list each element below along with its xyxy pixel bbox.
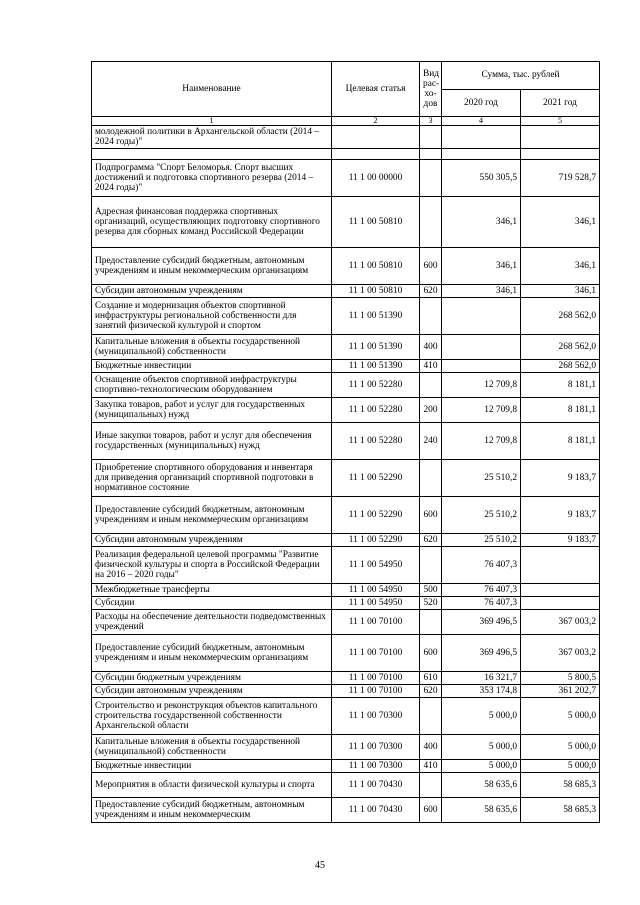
row-target-code: 11 1 00 52290 bbox=[332, 534, 420, 547]
header-vid: Вид рас-хо-дов bbox=[420, 62, 442, 117]
column-index: 1 bbox=[92, 117, 332, 126]
row-target-code: 11 1 00 52290 bbox=[332, 497, 420, 534]
row-name: Бюджетные инвестиции bbox=[92, 360, 332, 373]
table-row bbox=[92, 672, 600, 685]
row-amount-2021: 361 202,7 bbox=[521, 685, 600, 698]
row-name: Субсидии бюджетным учреждениям bbox=[92, 672, 332, 685]
row-amount-2021 bbox=[521, 597, 600, 610]
empty-cell bbox=[420, 149, 442, 160]
row-expense-type: 600 bbox=[420, 635, 442, 672]
row-expense-type bbox=[420, 160, 442, 197]
row-target-code: 11 1 00 50810 bbox=[332, 197, 420, 248]
row-amount-2020 bbox=[442, 360, 521, 373]
row-name: Межбюджетные трансферты bbox=[92, 584, 332, 597]
row-name: Субсидии автономным учреждениям bbox=[92, 685, 332, 698]
row-amount-2021: 8 181,1 bbox=[521, 423, 600, 460]
row-amount-2020: 25 510,2 bbox=[442, 497, 521, 534]
row-target-code: 11 1 00 54950 bbox=[332, 597, 420, 610]
row-amount-2020: 550 305,5 bbox=[442, 160, 521, 197]
table-row bbox=[92, 698, 600, 735]
row-amount-2020: 369 496,5 bbox=[442, 610, 521, 635]
row-amount-2021: 268 562,0 bbox=[521, 335, 600, 360]
row-expense-type: 610 bbox=[420, 672, 442, 685]
row-amount-2020 bbox=[442, 335, 521, 360]
row-expense-type: 500 bbox=[420, 584, 442, 597]
table-row bbox=[92, 373, 600, 398]
empty-cell bbox=[92, 149, 332, 160]
row-name: Расходы на обеспечение деятельности подведомственных учреждений bbox=[92, 610, 332, 635]
row-amount-2021: 5 000,0 bbox=[521, 760, 600, 773]
table-row bbox=[92, 597, 600, 610]
row-target-code: 11 1 00 52280 bbox=[332, 373, 420, 398]
table-row bbox=[92, 773, 600, 798]
row-amount-2021: 5 000,0 bbox=[521, 698, 600, 735]
header-sum: Сумма, тыс. рублей bbox=[442, 62, 600, 90]
empty-cell bbox=[442, 149, 521, 160]
empty-cell bbox=[332, 149, 420, 160]
row-name: Иные закупки товаров, работ и услуг для обеспечения государственных (муниципальных) нужд bbox=[92, 423, 332, 460]
row-amount-2020: 346,1 bbox=[442, 197, 521, 248]
row-target-code: 11 1 00 70100 bbox=[332, 635, 420, 672]
row-target-code: 11 1 00 70300 bbox=[332, 760, 420, 773]
row-name: Создание и модернизация объектов спортивной инфраструктуры региональной собственности для занятий физической культурой и спортом bbox=[92, 298, 332, 335]
table-row bbox=[92, 248, 600, 285]
table-row bbox=[92, 335, 600, 360]
row-expense-type: 600 bbox=[420, 798, 442, 823]
row-expense-type: 410 bbox=[420, 360, 442, 373]
row-amount-2020: 12 709,8 bbox=[442, 373, 521, 398]
row-amount-2020: 346,1 bbox=[442, 285, 521, 298]
row-amount-2021: 268 562,0 bbox=[521, 298, 600, 335]
row-amount-2021: 346,1 bbox=[521, 197, 600, 248]
row-amount-2020: 12 709,8 bbox=[442, 398, 521, 423]
row-expense-type bbox=[420, 197, 442, 248]
table-row bbox=[92, 735, 600, 760]
budget-table bbox=[91, 61, 600, 823]
table-row bbox=[92, 534, 600, 547]
row-expense-type: 520 bbox=[420, 597, 442, 610]
row-expense-type: 600 bbox=[420, 497, 442, 534]
row-target-code: 11 1 00 51390 bbox=[332, 360, 420, 373]
row-expense-type: 400 bbox=[420, 735, 442, 760]
row-expense-type: 620 bbox=[420, 285, 442, 298]
table-row bbox=[92, 610, 600, 635]
column-index-row bbox=[92, 117, 600, 126]
row-target-code: 11 1 00 51390 bbox=[332, 298, 420, 335]
table-row bbox=[92, 685, 600, 698]
row-target-code: 11 1 00 50810 bbox=[332, 285, 420, 298]
row-amount-2021: 367 003,2 bbox=[521, 610, 600, 635]
row-amount-2020: 5 000,0 bbox=[442, 760, 521, 773]
table-row bbox=[92, 635, 600, 672]
row-target-code: 11 1 00 51390 bbox=[332, 335, 420, 360]
row-amount-2020: 25 510,2 bbox=[442, 534, 521, 547]
row-name: Капитальные вложения в объекты государственной (муниципальной) собственности bbox=[92, 735, 332, 760]
row-amount-2021: 5 800,5 bbox=[521, 672, 600, 685]
table-row bbox=[92, 460, 600, 497]
row-amount-2020: 12 709,8 bbox=[442, 423, 521, 460]
row-expense-type bbox=[420, 298, 442, 335]
row-expense-type: 410 bbox=[420, 760, 442, 773]
row-target-code: 11 1 00 70430 bbox=[332, 798, 420, 823]
row-amount-2021 bbox=[521, 584, 600, 597]
row-amount-2020: 76 407,3 bbox=[442, 547, 521, 584]
empty-cell bbox=[332, 126, 420, 149]
row-name: Субсидии автономным учреждениям bbox=[92, 534, 332, 547]
row-target-code: 11 1 00 52280 bbox=[332, 398, 420, 423]
table-row bbox=[92, 547, 600, 584]
row-name: Предоставление субсидий бюджетным, автономным учреждениям и иным некоммерческим bbox=[92, 798, 332, 823]
column-index: 2 bbox=[332, 117, 420, 126]
row-expense-type: 240 bbox=[420, 423, 442, 460]
row-name: Предоставление субсидий бюджетным, автономным учреждениям и иным некоммерческим организациям bbox=[92, 497, 332, 534]
row-expense-type: 620 bbox=[420, 534, 442, 547]
row-amount-2020: 369 496,5 bbox=[442, 635, 521, 672]
table-row bbox=[92, 584, 600, 597]
row-amount-2021: 5 000,0 bbox=[521, 735, 600, 760]
row-amount-2021: 9 183,7 bbox=[521, 497, 600, 534]
column-index: 5 bbox=[521, 117, 600, 126]
row-amount-2021: 367 003,2 bbox=[521, 635, 600, 672]
row-amount-2021: 9 183,7 bbox=[521, 534, 600, 547]
continuation-name: молодежной политики в Архангельской области (2014 – 2024 годы)" bbox=[92, 126, 332, 149]
table-row bbox=[92, 285, 600, 298]
empty-cell bbox=[420, 126, 442, 149]
table-row bbox=[92, 497, 600, 534]
table-row bbox=[92, 423, 600, 460]
row-amount-2021: 346,1 bbox=[521, 285, 600, 298]
row-name: Мероприятия в области физической культуры и спорта bbox=[92, 773, 332, 798]
row-target-code: 11 1 00 70100 bbox=[332, 672, 420, 685]
table-row bbox=[92, 360, 600, 373]
row-target-code: 11 1 00 52290 bbox=[332, 460, 420, 497]
continuation-row bbox=[92, 126, 600, 149]
row-name: Предоставление субсидий бюджетным, автономным учреждениям и иным некоммерческим организациям bbox=[92, 635, 332, 672]
table-row bbox=[92, 798, 600, 823]
page-number: 45 bbox=[315, 860, 325, 871]
row-name: Реализация федеральной целевой программы "Развитие физической культуры и спорта в Российской Федерации на 2016 – 2020 годы" bbox=[92, 547, 332, 584]
row-target-code: 11 1 00 70100 bbox=[332, 610, 420, 635]
row-amount-2020: 5 000,0 bbox=[442, 735, 521, 760]
row-amount-2021: 9 183,7 bbox=[521, 460, 600, 497]
empty-cell bbox=[521, 126, 600, 149]
row-amount-2020: 353 174,8 bbox=[442, 685, 521, 698]
row-amount-2021: 8 181,1 bbox=[521, 373, 600, 398]
row-name: Бюджетные инвестиции bbox=[92, 760, 332, 773]
row-name: Строительство и реконструкция объектов капитального строительства государственной собственности Архангельской области bbox=[92, 698, 332, 735]
row-target-code: 11 1 00 50810 bbox=[332, 248, 420, 285]
row-expense-type: 600 bbox=[420, 248, 442, 285]
row-expense-type: 400 bbox=[420, 335, 442, 360]
row-expense-type: 200 bbox=[420, 398, 442, 423]
row-amount-2020: 58 635,6 bbox=[442, 773, 521, 798]
row-name: Адресная финансовая поддержка спортивных организаций, осуществляющих подготовку спортивного резерва для сборных команд Российской Федерации bbox=[92, 197, 332, 248]
column-index: 3 bbox=[420, 117, 442, 126]
table-row bbox=[92, 398, 600, 423]
row-expense-type: 620 bbox=[420, 685, 442, 698]
row-target-code: 11 1 00 70430 bbox=[332, 773, 420, 798]
row-target-code: 11 1 00 54950 bbox=[332, 547, 420, 584]
row-amount-2020: 16 321,7 bbox=[442, 672, 521, 685]
row-name: Подпрограмма "Спорт Беломорья. Спорт высших достижений и подготовка спортивного резерва (2014 – 2024 годы)" bbox=[92, 160, 332, 197]
row-amount-2020 bbox=[442, 298, 521, 335]
header-year-2020: 2020 год bbox=[442, 89, 521, 117]
column-index: 4 bbox=[442, 117, 521, 126]
row-expense-type bbox=[420, 547, 442, 584]
row-amount-2021: 8 181,1 bbox=[521, 398, 600, 423]
table-row bbox=[92, 760, 600, 773]
spacer-row bbox=[92, 149, 600, 160]
row-amount-2021: 268 562,0 bbox=[521, 360, 600, 373]
header-code: Целевая статья bbox=[332, 62, 420, 117]
row-target-code: 11 1 00 70100 bbox=[332, 685, 420, 698]
row-target-code: 11 1 00 52280 bbox=[332, 423, 420, 460]
row-amount-2020: 58 635,6 bbox=[442, 798, 521, 823]
row-expense-type bbox=[420, 460, 442, 497]
row-amount-2020: 25 510,2 bbox=[442, 460, 521, 497]
table-row bbox=[92, 160, 600, 197]
row-name: Капитальные вложения в объекты государственной (муниципальной) собственности bbox=[92, 335, 332, 360]
header-name: Наименование bbox=[92, 62, 332, 117]
row-name: Субсидии bbox=[92, 597, 332, 610]
row-target-code: 11 1 00 00000 bbox=[332, 160, 420, 197]
row-name: Закупка товаров, работ и услуг для государственных (муниципальных) нужд bbox=[92, 398, 332, 423]
empty-cell bbox=[521, 149, 600, 160]
row-amount-2021: 346,1 bbox=[521, 248, 600, 285]
row-amount-2021 bbox=[521, 547, 600, 584]
row-target-code: 11 1 00 54950 bbox=[332, 584, 420, 597]
row-target-code: 11 1 00 70300 bbox=[332, 698, 420, 735]
row-name: Субсидии автономным учреждениям bbox=[92, 285, 332, 298]
row-expense-type bbox=[420, 610, 442, 635]
table-row bbox=[92, 197, 600, 248]
row-amount-2020: 5 000,0 bbox=[442, 698, 521, 735]
row-amount-2020: 346,1 bbox=[442, 248, 521, 285]
row-amount-2021: 58 685,3 bbox=[521, 773, 600, 798]
empty-cell bbox=[442, 126, 521, 149]
header-year-2021: 2021 год bbox=[521, 89, 600, 117]
row-amount-2020: 76 407,3 bbox=[442, 597, 521, 610]
row-expense-type bbox=[420, 773, 442, 798]
row-name: Приобретение спортивного оборудования и инвентаря для приведения организаций спортивной подготовки в нормативное состояние bbox=[92, 460, 332, 497]
row-expense-type bbox=[420, 373, 442, 398]
row-name: Оснащение объектов спортивной инфраструктуры спортивно-технологическим оборудованием bbox=[92, 373, 332, 398]
row-name: Предоставление субсидий бюджетным, автономным учреждениям и иным некоммерческим организациям bbox=[92, 248, 332, 285]
row-amount-2021: 58 685,3 bbox=[521, 798, 600, 823]
row-amount-2020: 76 407,3 bbox=[442, 584, 521, 597]
table-row bbox=[92, 298, 600, 335]
row-expense-type bbox=[420, 698, 442, 735]
row-target-code: 11 1 00 70300 bbox=[332, 735, 420, 760]
table-header-row bbox=[92, 62, 600, 90]
row-amount-2021: 719 528,7 bbox=[521, 160, 600, 197]
